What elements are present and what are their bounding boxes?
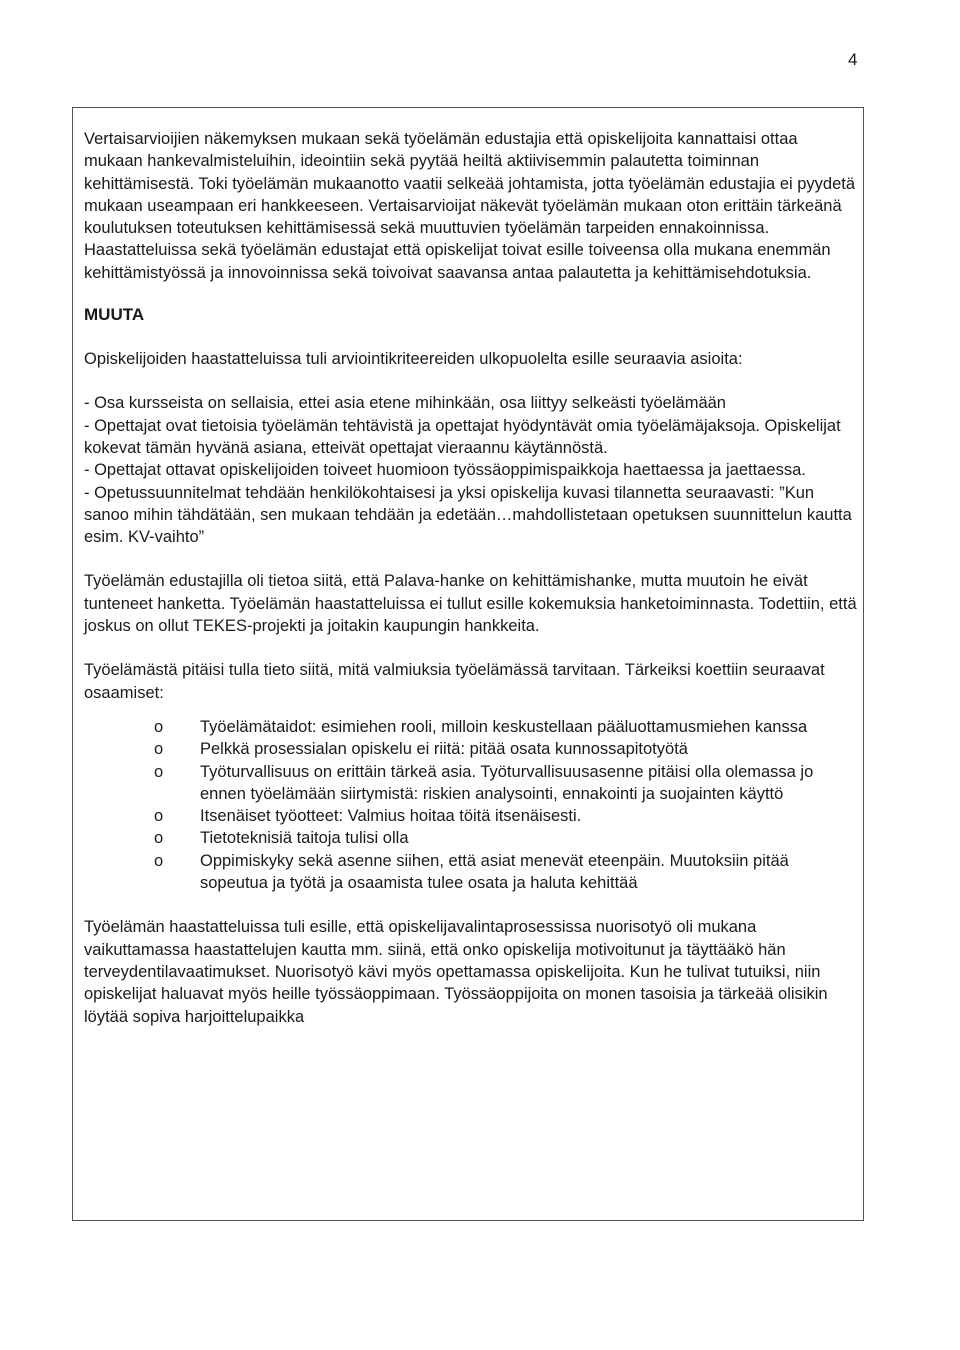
- bullet-circle-icon: o: [154, 740, 164, 759]
- bullet-circle-icon: o: [154, 851, 164, 870]
- paragraph-youth-work: Työelämän haastatteluissa tuli esille, että opiskelijavalintaprosessissa nuorisotyö oli mukana vaikuttamassa haastattelujen kautta mm. siinä, että onko opiskelija motivoitunut ja täyttääkö hän terveydentilavaatimukset. Nuorisotyö kävi myös opettamassa opiskelijoita. Kun he tulivat tutuiksi, niin opiskelijat haluavat myös heille työssäoppimaan. Työssäoppijoita on monen tasoisia ja tärkeää olisikin löytää sopiva harjoittelupaikka: [84, 918, 828, 1026]
- bullet-circle-icon: o: [154, 717, 164, 736]
- list-item: o Työelämätaidot: esimiehen rooli, milloin keskustellaan pääluottamusmiehen kanssa: [84, 716, 860, 738]
- bullet-circle-icon: o: [154, 807, 164, 826]
- dash-item: - Opetussuunnitelmat tehdään henkilökohtaisesi ja yksi opiskelija kuvasi tilannetta seuraavasti: ”Kun sanoo mihin tähdätään, sen mukaan tehdään ja edetään…mahdollistetaan opetuksen suunnittelun kautta esim. KV-vaihto”: [84, 483, 852, 547]
- dash-list: [84, 392, 860, 548]
- dash-item: - Opettajat ovat tietoisia työelämän tehtävistä ja opettajat hyödyntävät omia työelämäjaksoja. Opiskelijat kokevat tämän hyvänä asiana, etteivät opettajat vieraannu käytännöstä.: [84, 416, 841, 457]
- page-number: 4: [848, 50, 858, 69]
- list-item: o Oppimiskyky sekä asenne siihen, että asiat menevät eteenpäin. Muutoksiin pitää sopeutua ja työtä ja osaamista tulee osata ja haluta kehittää: [154, 851, 789, 893]
- list-item: o Tietoteknisiä taitoja tulisi olla: [84, 827, 860, 849]
- list-item: o Työturvallisuus on erittäin tärkeä asia. Työturvallisuusasenne pitäisi olla olemassa jo ennen työelämään siirtymistä: riskien analysointi, ennakointi ja suojainten käyttö: [154, 762, 814, 803]
- paragraph-student-interviews: Opiskelijoiden haastatteluissa tuli arviointikriteereiden ulkopuolelta esille seuraavia asioita:: [84, 350, 743, 369]
- section-heading-muuta: MUUTA: [84, 305, 145, 325]
- document-body: [84, 128, 860, 1028]
- dash-item: - Opettajat ottavat opiskelijoiden toiveet huomioon työssäoppimispaikkoja haettaessa ja jaettaessa.: [84, 461, 806, 480]
- list-item: o Pelkkä prosessialan opiskelu ei riitä: pitää osata kunnossapitotyötä: [84, 738, 860, 760]
- bullet-circle-icon: o: [154, 829, 164, 848]
- bullet-circle-icon: o: [154, 762, 164, 781]
- paragraph-peer-review: Vertaisarvioijien näkemyksen mukaan sekä työelämän edustajia että opiskelijoita kannattaisi ottaa mukaan hankevalmisteluihin, ideointiin sekä pyytää heiltä aktiivisemmin palautetta toiminnan kehittämisestä. Toki työelämän mukaanotto vaatii selkeää johtamista, jotta työelämän edustajia ei pyydetä mukaan useampaan eri hankkeeseen. Vertaisarvioijat näkevät työelämän mukaan oton erittäin tärkeänä koulutuksen toteutuksen kehittämisessä sekä muuttuvien työelämän tarpeiden ennakoinnissa. Haastatteluissa sekä työelämän edustajat että opiskelijat toivat esille toiveensa olla mukana enemmän kehittämistyössä ja innovoinnissa sekä toivoivat saavansa antaa palautetta ja kehittämisehdotuksia.: [84, 130, 856, 282]
- dash-item: - Osa kursseista on sellaisia, ettei asia etene mihinkään, osa liittyy selkeästi työelämään: [84, 394, 726, 413]
- skills-list: [84, 716, 860, 894]
- paragraph-working-life-reps: Työelämän edustajilla oli tietoa siitä, että Palava-hanke on kehittämishanke, mutta muutoin he eivät tunteneet hanketta. Työelämän haastatteluissa ei tullut esille kokemuksia hanketoiminnasta. Todettiin, että joskus on ollut TEKES-projekti ja joitakin kaupungin hankkeita.: [84, 572, 857, 636]
- paragraph-skills-intro: Työelämästä pitäisi tulla tieto siitä, mitä valmiuksia työelämässä tarvitaan. Tärkeiksi koettiin seuraavat osaamiset:: [84, 661, 825, 702]
- list-item: o Itsenäiset työotteet: Valmius hoitaa töitä itsenäisesti.: [84, 805, 860, 827]
